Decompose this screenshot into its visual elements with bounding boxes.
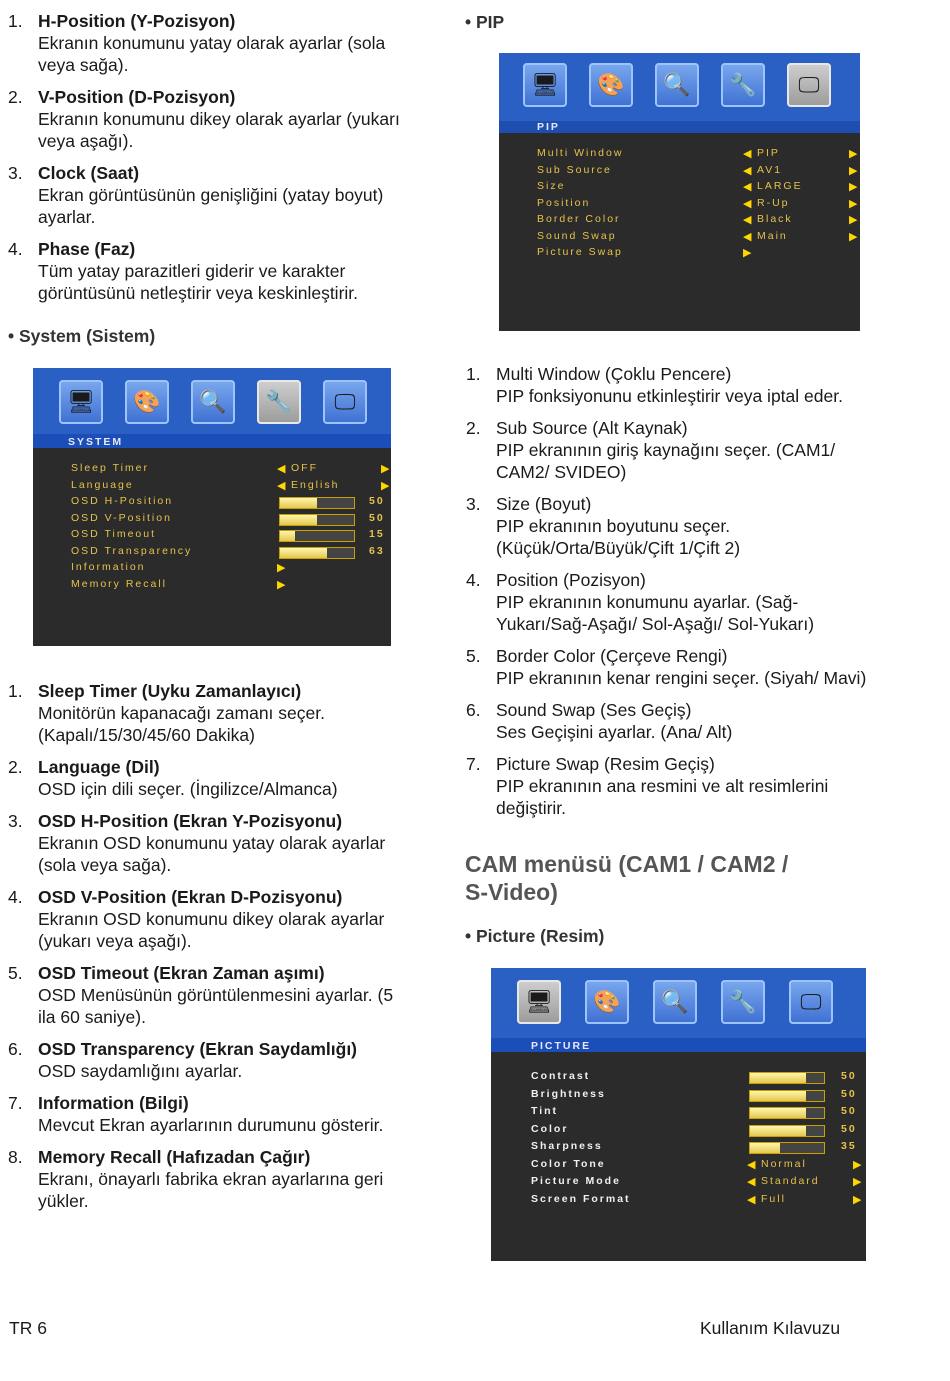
osd-row[interactable] xyxy=(531,1070,857,1084)
osd-row-label: OSD Transparency xyxy=(71,544,193,557)
list-number: 2. xyxy=(466,418,481,438)
list-item-title: OSD Transparency (Ekran Saydamlığı) xyxy=(38,1039,358,1059)
list-number: 3. xyxy=(8,163,23,183)
osd-slider-value: 50 xyxy=(369,511,385,524)
osd-slider-value: 50 xyxy=(841,1122,857,1135)
color-palette-icon[interactable]: 🎨 xyxy=(585,980,629,1024)
osd-row-label: Position xyxy=(537,196,591,209)
list-item-title: Information (Bilgi) xyxy=(38,1093,189,1113)
list-number: 1. xyxy=(8,681,23,701)
list-item-description: PIP ekranının konumunu ayarlar. (Sağ- xyxy=(496,592,799,612)
osd-slider[interactable] xyxy=(749,1107,825,1119)
list-item-description: Ekranın konumunu yatay olarak ayarlar (sola xyxy=(38,33,386,53)
list-item-title: Border Color (Çerçeve Rengi) xyxy=(496,646,728,666)
color-palette-icon[interactable]: 🎨 xyxy=(125,380,169,424)
list-item-title: Size (Boyut) xyxy=(496,494,592,514)
osd-slider-fill xyxy=(280,498,317,508)
magnifier-icon[interactable]: 🔍 xyxy=(655,63,699,107)
arrow-left-icon[interactable]: ◀ xyxy=(743,148,754,160)
osd-title: SYSTEM xyxy=(68,436,124,448)
list-item-title: Language (Dil) xyxy=(38,757,160,777)
osd-slider[interactable] xyxy=(749,1125,825,1137)
arrow-left-icon[interactable]: ◀ xyxy=(277,463,288,475)
list-item-description: OSD için dili seçer. (İngilizce/Almanca) xyxy=(38,779,338,799)
osd-row-value: Standard xyxy=(761,1175,820,1187)
osd-slider[interactable] xyxy=(279,497,355,509)
arrow-right-icon[interactable]: ▶ xyxy=(849,181,860,193)
system-heading: • System (Sistem) xyxy=(8,326,156,346)
osd-row[interactable] xyxy=(71,511,385,526)
display-settings-icon[interactable]: 🖵 xyxy=(789,980,833,1024)
osd-row-label: OSD V-Position xyxy=(71,511,172,524)
osd-title: PIP xyxy=(537,121,560,133)
osd-row-label: Picture Mode xyxy=(531,1175,621,1187)
list-number: 2. xyxy=(8,87,23,107)
display-settings-icon[interactable]: 🖵 xyxy=(323,380,367,424)
list-item-description: görüntüsünü netleştirir veya keskinleştirir. xyxy=(38,283,359,303)
list-item-title: Phase (Faz) xyxy=(38,239,136,259)
list-item-description: Ekranın OSD konumunu dikey olarak ayarlar xyxy=(38,909,385,929)
list-item-title: Multi Window (Çoklu Pencere) xyxy=(496,364,732,384)
osd-slider-fill xyxy=(750,1126,806,1136)
list-item-description: PIP fonksiyonunu etkinleştirir veya iptal eder. xyxy=(496,386,843,406)
osd-slider-value: 35 xyxy=(841,1140,857,1152)
osd-slider-fill xyxy=(280,531,295,541)
osd-row-value: PIP xyxy=(757,147,780,159)
cam-heading-line2: S-Video) xyxy=(465,879,558,905)
list-item-title: Sound Swap (Ses Geçiş) xyxy=(496,700,692,720)
arrow-right-icon[interactable]: ▶ xyxy=(381,479,391,492)
list-item-description: Mevcut Ekran ayarlarının durumunu gösterir. xyxy=(38,1115,384,1135)
osd-row[interactable] xyxy=(537,229,860,244)
osd-slider[interactable] xyxy=(749,1142,825,1154)
list-number: 7. xyxy=(8,1093,23,1113)
list-item-description: OSD saydamlığını ayarlar. xyxy=(38,1061,243,1081)
osd-row-label: Picture Swap xyxy=(537,246,623,258)
osd-slider-value: 50 xyxy=(841,1070,857,1082)
arrow-right-icon[interactable]: ▶ xyxy=(853,1193,864,1206)
list-item-description: Monitörün kapanacağı zamanı seçer. xyxy=(38,703,325,723)
list-number: 1. xyxy=(8,11,23,31)
arrow-right-icon[interactable]: ▶ xyxy=(849,230,860,243)
list-number: 6. xyxy=(466,700,481,720)
osd-slider-fill xyxy=(750,1108,806,1118)
osd-slider-fill xyxy=(750,1143,780,1153)
list-item-description: Ekranın OSD konumunu yatay olarak ayarlar xyxy=(38,833,386,853)
osd-row-label: OSD H-Position xyxy=(71,495,174,507)
osd-row-value: Full xyxy=(761,1192,786,1205)
list-item-description: Ekranın konumunu dikey olarak ayarlar (yukarı xyxy=(38,109,400,129)
osd-slider[interactable] xyxy=(749,1090,825,1102)
monitor-icon[interactable]: 🖥 xyxy=(517,980,561,1024)
list-item-description: PIP ekranının ana resmini ve alt resimlerini xyxy=(496,776,829,796)
osd-row[interactable] xyxy=(71,578,381,592)
osd-row-label: Color xyxy=(531,1122,569,1135)
arrow-left-icon[interactable]: ◀ xyxy=(277,479,288,492)
osd-row[interactable] xyxy=(537,246,847,260)
arrow-left-icon[interactable]: ◀ xyxy=(747,1158,758,1171)
osd-slider-value: 50 xyxy=(841,1105,857,1117)
osd-row[interactable] xyxy=(71,561,381,575)
osd-row-label: Sleep Timer xyxy=(71,462,150,474)
pip-heading: • PIP xyxy=(465,12,505,32)
list-item-description: Ses Geçişini ayarlar. (Ana/ Alt) xyxy=(496,722,733,742)
osd-row-value: AV1 xyxy=(757,163,783,176)
list-item-description: PIP ekranının giriş kaynağını seçer. (CAM1/ xyxy=(496,440,836,460)
osd-row-label: Information xyxy=(71,561,146,573)
arrow-right-icon[interactable]: ▶ xyxy=(853,1158,864,1171)
osd-slider-fill xyxy=(280,515,317,525)
osd-row[interactable] xyxy=(531,1192,864,1207)
footer-page-number: TR 6 xyxy=(9,1318,47,1338)
tools-icon[interactable]: 🔧 xyxy=(257,380,301,424)
arrow-left-icon[interactable]: ◀ xyxy=(743,214,754,226)
arrow-right-icon[interactable]: ▶ xyxy=(381,463,391,475)
osd-row[interactable] xyxy=(71,495,385,509)
pip-osd-screen xyxy=(499,53,860,331)
osd-row-label: Color Tone xyxy=(531,1157,606,1170)
magnifier-icon[interactable]: 🔍 xyxy=(191,380,235,424)
osd-row-label: Screen Format xyxy=(531,1192,631,1205)
picture-osd-screen xyxy=(491,968,866,1261)
osd-slider-value: 15 xyxy=(369,528,385,540)
display-settings-icon[interactable]: 🖵 xyxy=(787,63,831,107)
list-number: 5. xyxy=(8,963,23,983)
osd-slider-value: 50 xyxy=(841,1087,857,1100)
osd-slider[interactable] xyxy=(749,1072,825,1084)
osd-row-label: Border Color xyxy=(537,213,621,225)
osd-row[interactable] xyxy=(531,1140,857,1154)
magnifier-icon[interactable]: 🔍 xyxy=(653,980,697,1024)
osd-row[interactable] xyxy=(71,544,385,559)
list-number: 8. xyxy=(8,1147,23,1167)
arrow-right-icon[interactable]: ▶ xyxy=(743,247,754,259)
osd-row-value: Normal xyxy=(761,1157,807,1170)
list-item-title: Sub Source (Alt Kaynak) xyxy=(496,418,688,438)
list-item-description: (sola veya sağa). xyxy=(38,855,172,875)
osd-slider[interactable] xyxy=(279,514,355,526)
tools-icon[interactable]: 🔧 xyxy=(721,980,765,1024)
osd-row-value: English xyxy=(291,478,340,491)
list-item-description: (Kapalı/15/30/45/60 Dakika) xyxy=(38,725,255,745)
osd-row-value: Black xyxy=(757,213,793,225)
osd-row-label: Multi Window xyxy=(537,147,624,159)
list-number: 2. xyxy=(8,757,23,777)
osd-row[interactable] xyxy=(531,1087,857,1102)
list-item-description: veya aşağı). xyxy=(38,131,134,151)
list-item-description: veya sağa). xyxy=(38,55,129,75)
cam-heading-line1: CAM menüsü (CAM1 / CAM2 / xyxy=(465,851,789,877)
osd-row-label: Memory Recall xyxy=(71,577,168,590)
list-item-description: ayarlar. xyxy=(38,207,96,227)
list-number: 1. xyxy=(466,364,481,384)
picture-heading: • Picture (Resim) xyxy=(465,926,605,946)
footer-manual-title: Kullanım Kılavuzu xyxy=(700,1318,841,1338)
osd-slider[interactable] xyxy=(279,547,355,559)
osd-row[interactable] xyxy=(531,1157,864,1172)
list-item-description: (yukarı veya aşağı). xyxy=(38,931,192,951)
arrow-left-icon[interactable]: ◀ xyxy=(743,197,754,210)
list-number: 6. xyxy=(8,1039,23,1059)
arrow-right-icon[interactable]: ▶ xyxy=(853,1176,864,1188)
osd-row-value: Main xyxy=(757,229,788,242)
arrow-left-icon[interactable]: ◀ xyxy=(747,1193,758,1206)
osd-row-label: Brightness xyxy=(531,1087,606,1100)
osd-row[interactable] xyxy=(537,163,860,178)
tools-icon[interactable]: 🔧 xyxy=(721,63,765,107)
osd-row-value: R-Up xyxy=(757,196,790,209)
list-item-description: Yukarı/Sağ-Aşağı/ Sol-Aşağı/ Sol-Yukarı) xyxy=(496,614,815,634)
arrow-left-icon[interactable]: ◀ xyxy=(743,230,754,243)
osd-row[interactable] xyxy=(71,528,385,542)
monitor-icon[interactable]: 🖥 xyxy=(523,63,567,107)
arrow-right-icon[interactable]: ▶ xyxy=(849,148,860,160)
list-item-title: OSD H-Position (Ekran Y-Pozisyonu) xyxy=(38,811,343,831)
osd-row-value: LARGE xyxy=(757,180,803,192)
osd-row-label: Sharpness xyxy=(531,1140,603,1152)
list-number: 4. xyxy=(8,887,23,907)
osd-row-label: Language xyxy=(71,478,134,491)
color-palette-icon[interactable]: 🎨 xyxy=(589,63,633,107)
list-number: 3. xyxy=(466,494,481,514)
osd-slider-fill xyxy=(280,548,327,558)
osd-row[interactable] xyxy=(71,462,391,476)
list-number: 4. xyxy=(466,570,481,590)
arrow-right-icon[interactable]: ▶ xyxy=(277,562,288,574)
list-item-description: Tüm yatay parazitleri giderir ve karakter xyxy=(38,261,346,281)
list-item-title: H-Position (Y-Pozisyon) xyxy=(38,11,236,31)
system-osd-screen xyxy=(33,368,391,646)
osd-slider-fill xyxy=(750,1091,806,1101)
list-item-title: OSD V-Position (Ekran D-Pozisyonu) xyxy=(38,887,343,907)
osd-row[interactable] xyxy=(71,478,391,493)
arrow-right-icon[interactable]: ▶ xyxy=(849,164,860,177)
osd-row-label: Tint xyxy=(531,1105,559,1117)
list-item-title: Clock (Saat) xyxy=(38,163,140,183)
list-item-title: Memory Recall (Hafızadan Çağır) xyxy=(38,1147,311,1167)
cam-menu-heading xyxy=(465,850,788,906)
list-item-description: Ekran görüntüsünün genişliğini (yatay boyut) xyxy=(38,185,384,205)
list-item-description: ila 60 saniye). xyxy=(38,1007,146,1027)
list-item-title: Sleep Timer (Uyku Zamanlayıcı) xyxy=(38,681,302,701)
list-number: 7. xyxy=(466,754,481,774)
osd-slider-value: 50 xyxy=(369,495,385,507)
list-number: 4. xyxy=(8,239,23,259)
list-item-description: PIP ekranının kenar rengini seçer. (Siyah/ Mavi) xyxy=(496,668,867,688)
osd-slider[interactable] xyxy=(279,530,355,542)
list-item-description: (Küçük/Orta/Büyük/Çift 1/Çift 2) xyxy=(496,538,741,558)
osd-row[interactable] xyxy=(531,1175,864,1189)
list-item-title: Position (Pozisyon) xyxy=(496,570,646,590)
osd-row[interactable] xyxy=(537,196,860,211)
arrow-right-icon[interactable]: ▶ xyxy=(849,214,860,226)
list-item-title: V-Position (D-Pozisyon) xyxy=(38,87,236,107)
monitor-icon[interactable]: 🖥 xyxy=(59,380,103,424)
osd-row[interactable] xyxy=(537,213,860,227)
osd-row-label: Contrast xyxy=(531,1070,591,1082)
osd-row-label: Sub Source xyxy=(537,163,612,176)
osd-row-label: Sound Swap xyxy=(537,229,617,242)
list-number: 3. xyxy=(8,811,23,831)
list-item-description: yükler. xyxy=(38,1191,89,1211)
list-item-title: OSD Timeout (Ekran Zaman aşımı) xyxy=(38,963,325,983)
osd-title: PICTURE xyxy=(531,1040,592,1052)
osd-row[interactable] xyxy=(537,180,860,194)
arrow-left-icon[interactable]: ◀ xyxy=(743,181,754,193)
osd-row[interactable] xyxy=(531,1105,857,1119)
list-item-description: Ekranı, önayarlı fabrika ekran ayarlarına geri xyxy=(38,1169,384,1189)
list-item-description: PIP ekranının boyutunu seçer. xyxy=(496,516,731,536)
list-number: 5. xyxy=(466,646,481,666)
osd-row-value: OFF xyxy=(291,462,318,474)
list-item-description: CAM2/ SVIDEO) xyxy=(496,462,627,482)
osd-slider-fill xyxy=(750,1073,806,1083)
arrow-left-icon[interactable]: ◀ xyxy=(743,164,754,177)
arrow-right-icon[interactable]: ▶ xyxy=(849,197,860,210)
osd-row[interactable] xyxy=(531,1122,857,1137)
osd-row-label: OSD Timeout xyxy=(71,528,157,540)
list-item-title: Picture Swap (Resim Geçiş) xyxy=(496,754,715,774)
osd-slider-value: 63 xyxy=(369,544,385,557)
osd-row-label: Size xyxy=(537,180,566,192)
list-item-description: değiştirir. xyxy=(496,798,567,818)
osd-row[interactable] xyxy=(537,147,860,161)
list-item-description: OSD Menüsünün görüntülenmesini ayarlar. (5 xyxy=(38,985,394,1005)
arrow-left-icon[interactable]: ◀ xyxy=(747,1176,758,1188)
arrow-right-icon[interactable]: ▶ xyxy=(277,578,288,591)
